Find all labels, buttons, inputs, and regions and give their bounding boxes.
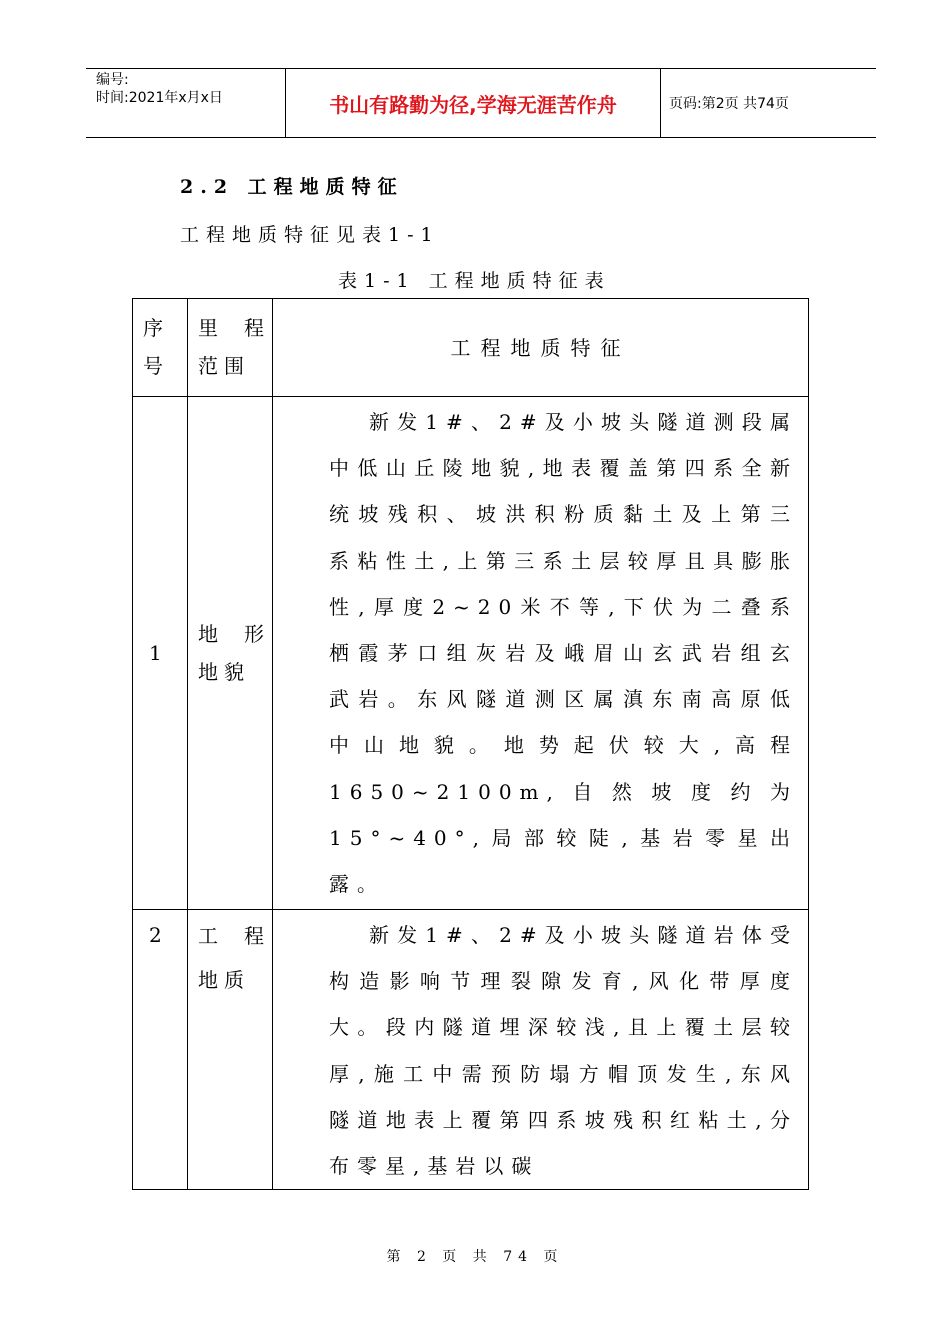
row-number: 2 (133, 910, 188, 1190)
header-page-info: 页码:第2页 共74页 (669, 96, 789, 112)
row-feature-text: 新发1#、2#及小坡头隧道测段属中低山丘陵地貌,地表覆盖第四系全新统坡残积、坡洪积粉质黏土及上第三系粘性土,上第三系土层较厚且具膨胀性,厚度2~20米不等,下伏为二叠系栖霞茅口组灰岩及峨眉山玄武岩组玄武岩。东风隧道测区属滇东南高原低中山地貌。地势起伏较大,高程1650~2100m,自然坡度约为15°~40°,局部较陡,基岩零星出露。 (273, 397, 809, 910)
header-feature: 工程地质特征 (273, 299, 809, 397)
geology-table (132, 298, 809, 1190)
page-header (86, 68, 876, 138)
row-number: 1 (133, 397, 188, 910)
header-seq: 序 号 (133, 299, 188, 397)
row-feature-text: 新发1#、2#及小坡头隧道岩体受构造影响节理裂隙发育,风化带厚度大。段内隧道埋深较浅,且上覆土层较厚,施工中需预防塌方帽顶发生,东风隧道地表上覆第四系坡残积红粘土,分布零星,基岩以碳 (273, 910, 809, 1190)
table-header-row (133, 299, 809, 397)
header-range: 里程 范围 (188, 299, 273, 397)
page-footer: 第 2 页 共 74 页 (386, 1249, 564, 1265)
number-label: 编号: (96, 72, 129, 88)
table-caption: 表1-1 工程地质特征表 (338, 270, 611, 292)
section-title: 2.2 工程地质特征 (180, 176, 404, 198)
header-meta (86, 69, 286, 137)
table-row (133, 397, 809, 910)
row-range: 工程 地质 (188, 910, 273, 1190)
intro-text: 工程地质特征见表1-1 (180, 224, 440, 246)
header-motto: 书山有路勤为径,学海无涯苦作舟 (286, 69, 661, 137)
table-row (133, 910, 809, 1190)
row-range: 地形 地貌 (188, 397, 273, 910)
time-label: 时间:2021年x月x日 (96, 90, 223, 106)
